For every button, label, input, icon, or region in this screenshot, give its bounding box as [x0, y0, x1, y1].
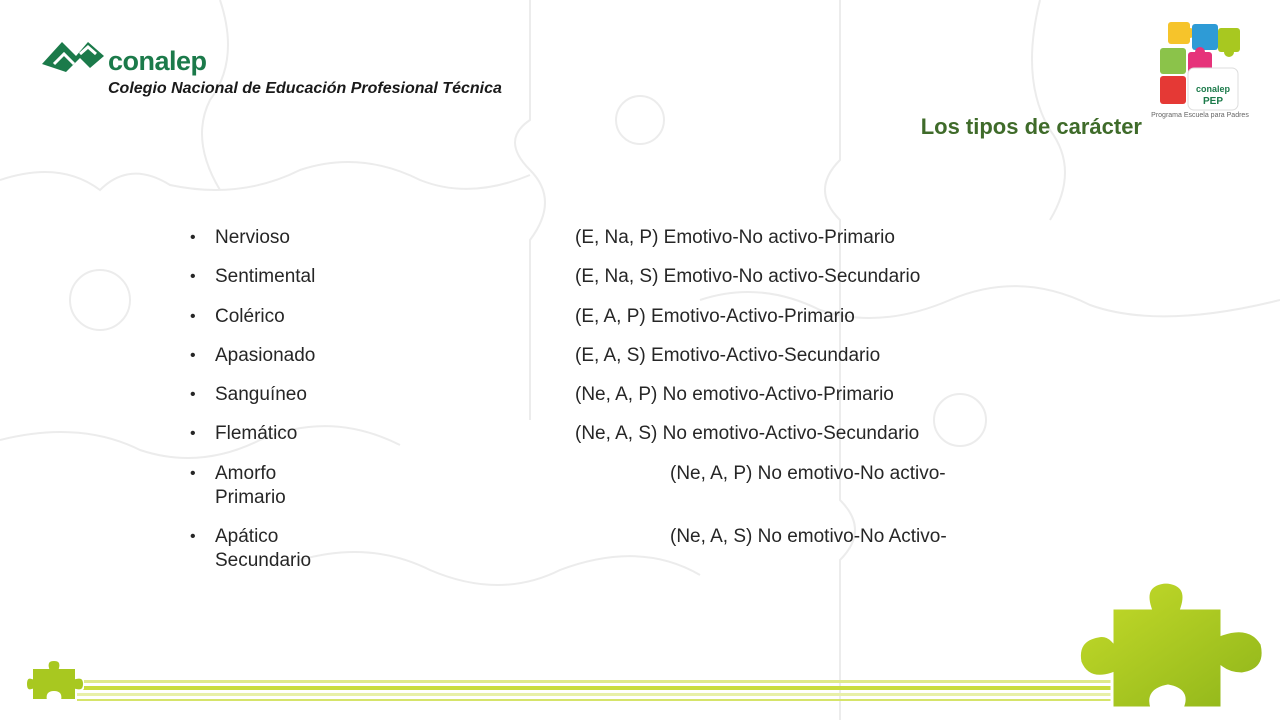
pep-label: PEP — [1202, 96, 1224, 107]
bullet-icon: • — [190, 229, 196, 246]
type-description: (E, A, S) Emotivo-Activo-Secundario — [575, 344, 881, 366]
small-puzzle-icon — [26, 658, 84, 704]
type-description: (E, Na, S) Emotivo-No activo-Secundario — [575, 266, 921, 288]
bullet-icon: • — [190, 528, 196, 546]
type-name: Amorfo — [215, 462, 277, 484]
conalep-logo — [40, 34, 540, 104]
brand-name: conalep — [108, 46, 207, 76]
list-item — [190, 383, 1050, 407]
type-name: Sanguíneo — [215, 384, 307, 406]
type-description: (Ne, A, S) No emotivo-No Activo- — [670, 526, 947, 548]
type-description: (Ne, A, P) No emotivo-No activo- — [670, 462, 946, 484]
list-item — [190, 462, 1050, 510]
type-description: (Ne, A, P) No emotivo-Activo-Primario — [575, 384, 894, 406]
type-name: Sentimental — [215, 266, 316, 288]
type-description-continuation: Primario — [215, 486, 286, 508]
bullet-icon: • — [190, 464, 196, 482]
conalep-logo-mark — [40, 34, 106, 76]
type-name: Nervioso — [215, 227, 290, 248]
list-item — [190, 265, 1050, 289]
list-item — [190, 305, 1050, 329]
bullet-icon: • — [190, 346, 196, 364]
bullet-icon: • — [190, 386, 196, 404]
pep-brand: conalep — [1195, 84, 1231, 94]
bullet-icon: • — [190, 307, 196, 325]
list-item — [190, 226, 1050, 250]
type-name: Apasionado — [215, 344, 316, 366]
list-item — [190, 344, 1050, 368]
type-description: (E, Na, P) Emotivo-No activo-Primario — [575, 227, 895, 248]
brand-subtitle: Colegio Nacional de Educación Profesional Técnica — [108, 80, 502, 97]
bullet-icon: • — [190, 425, 196, 443]
bullet-icon: • — [190, 268, 196, 286]
slide-title: Los tipos de carácter — [920, 114, 1142, 139]
pep-logo — [1150, 18, 1250, 122]
list-item — [190, 525, 1050, 573]
character-types-list — [190, 226, 1050, 588]
large-puzzle-icon — [1072, 578, 1268, 712]
type-name: Apático — [215, 526, 279, 548]
type-description: (E, A, P) Emotivo-Activo-Primario — [575, 305, 855, 327]
type-name: Colérico — [215, 305, 285, 327]
pep-caption: Programa Escuela para Padres — [1151, 112, 1249, 119]
type-description-continuation: Secundario — [215, 550, 312, 572]
type-description: (Ne, A, S) No emotivo-Activo-Secundario — [575, 423, 920, 445]
type-name: Flemático — [215, 423, 298, 445]
list-item — [190, 422, 1050, 446]
